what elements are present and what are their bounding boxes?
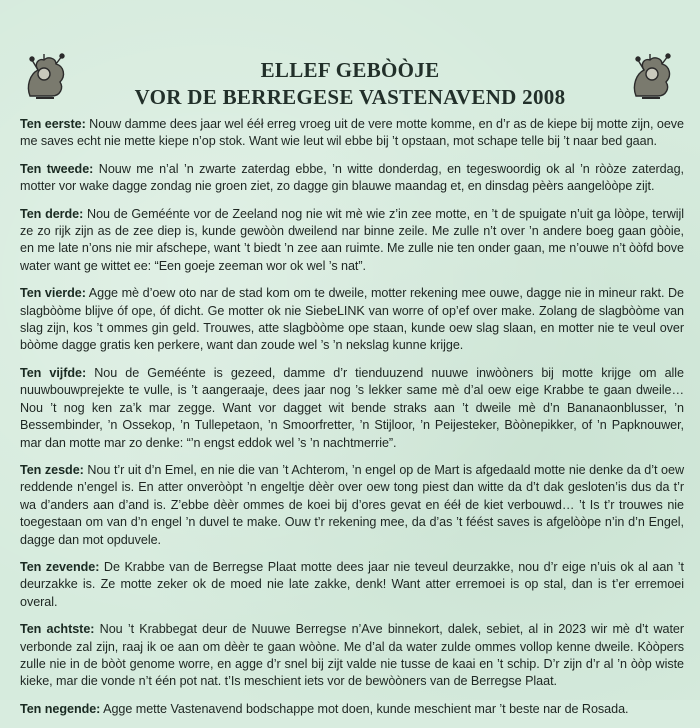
rule-text: Agge mè d’oew oto nar de stad kom om te dweile, motter rekening mee ouwe, dagge nie in mineur rakt. De slagbòòme blijve óf ope, óf dicht. Ge motter ok nie SiebeLINK van worre of op’ef over make. Zolang de slagbòòme van slag zijn, kos ’t ommes gin geld. Trouwes, atte slagbòòme ope staan, kunde oew slag slaan, en motter nie te veul over bòòme dagge gratis ken perkere, want dan zoude wel ’s ’n nekslag kunne krijge. [20,286,685,353]
rule-9 [20,701,684,718]
rule-label: Ten achtste: [20,622,95,637]
rule-text: Nou t’r uit d’n Emel, en nie die van ’t Achterom, ’n engel op de Mart is afgedaald motte nie denke da d’t oew reddende n’engel is. En atter onveròòpt ’n engeltje dèèr over oew tong piest dan witte da d’t dak gesloten’is dus da t’r wa d’anders aan d’and is. Z’ebbe dèèr ommes de koei bij d’ores gevat en ééł de kiet verbouwd… ’t Is t’r trouwes nie toegestaan om van d’n engel ’n duvel te make. Ouw t’r rekening mee, da d’as ’t féést saves is afgelòòpe n’in d’n Engel, dagge dan mot opduvele. [20,462,684,547]
rule-label: Ten vierde: [20,286,86,301]
rule-label: Ten zesde: [20,462,84,477]
title-line-2: VOR DE BERREGESE VASTENAVEND 2008 [134,85,566,109]
rule-2 [20,161,684,196]
rule-text: Nouw me n’al ’n zwarte zaterdag ebbe, ’n witte donderdag, en tegeswoordig ok al ’n ròòze zaterdag, motter vor wake dagge zondag nie groen ziet, zo dagge gin blauwe maandag et, en dinsdag pèèrs aangelòòpe zijt. [20,161,684,194]
title-line-1: ELLEF GEBÒÒJE [260,58,440,82]
rule-1 [20,116,684,151]
rule-label: Ten vijfde: [20,365,87,380]
rules-list [20,116,684,728]
rule-label: Ten tweede: [20,161,94,176]
rule-7 [20,559,684,611]
rule-text: Nou ’t Krabbegat deur de Nuuwe Berregse n’Ave binnekort, dalek, sebiet, al in 2023 wir mè d’t water verbonde zal zijn, raaj ik oe aan om dèèr te gaan wòòne. Me d’al da water zulde ommes vollop kenne dweile. Kòòpers zulle nie in de bòòt genome worre, en agge d’r snel bij zijt valde nie tusse de kaai en ’t schip. D’r zijn d’r al ’n òòp wiste kieke, mar die vonde n’t één pot nat. t’Is meschient iets vor de bewòòners van de Berregse Plaat. [20,622,684,689]
rule-text: De Krabbe van de Berregse Plaat motte dees jaar nie teveul deurzakke, nou d’r eige n’uis ok al aan ’t deurzakke is. Ze motte zeker ok de moed nie late zakke, denk! Want atter erremoei is op stal, dan is t’er erremoei overal. [20,559,684,609]
rule-6 [20,462,684,549]
rule-3 [20,206,684,276]
rule-text: Nou de Geméénte vor de Zeeland nog nie wit mè wie z’in zee motte, en ’t de spuigate n’uit ga lòòpe, terwijl ze zo rijk zijn as de zee diep is, kunde gewòòn dweilend nar binne zeile. Me zulle n’t over ’n andere boeg gaan gòòie, en me late n’ons nie mir afschepe, want ’t biedt ’n zee aan ruimte. Me zulle nie ten onder gaan, me n’ouwe n’t òòfd bove water want ge wittet ee: “Een goeje zeeman wor ok wel ’s nat”. [20,206,684,273]
rule-4 [20,285,684,355]
rule-label: Ten derde: [20,206,84,221]
rule-8 [20,621,684,691]
rule-5 [20,365,684,452]
rule-label: Ten zevende: [20,559,100,574]
rule-text: Nouw damme dees jaar wel ééł erreg vroeg uit de vere motte komme, en d’r as de kiepe bij motte zijn, oeve me saves echt nie mette kiepe n’op stok. Want wie leut wil ebbe bij ’t opstaan, mot schape telle bij ’t naar bed gaan. [20,117,684,149]
rule-text: Agge mette Vastenavend bodschappe mot doen, kunde meschient mar ’t beste nar de Rosada. [100,701,629,716]
rule-text: Nou de Geméénte is gezeed, damme d’r tienduuzend nuuwe inwòòners bij motte krijge om alle nuuwbouwprejekte te vulle, is ’t aangeraaje, dees jaar nog ’s lekker same mè d’al oew eige Krabbe te gaan dweile… Nou ’t nog ken za’k mar zegge. Want vor dagget wit bende straks aan ’t dweile mè d’n Bananaonblusser, ’n Bessembinder, ’n Ossekop, ’n Tullepetaon, ’n Smoorfretter, ’n Stijloor, ’n Peijesteker, Bòònepikker, of ’n Papknouwer, mar dan motte mar zo denke: “’n engst eddok wel ’s ’n nachtmerrie”. [20,365,684,450]
rule-label: Ten negende: [20,701,101,716]
rule-label: Ten eerste: [20,117,86,131]
